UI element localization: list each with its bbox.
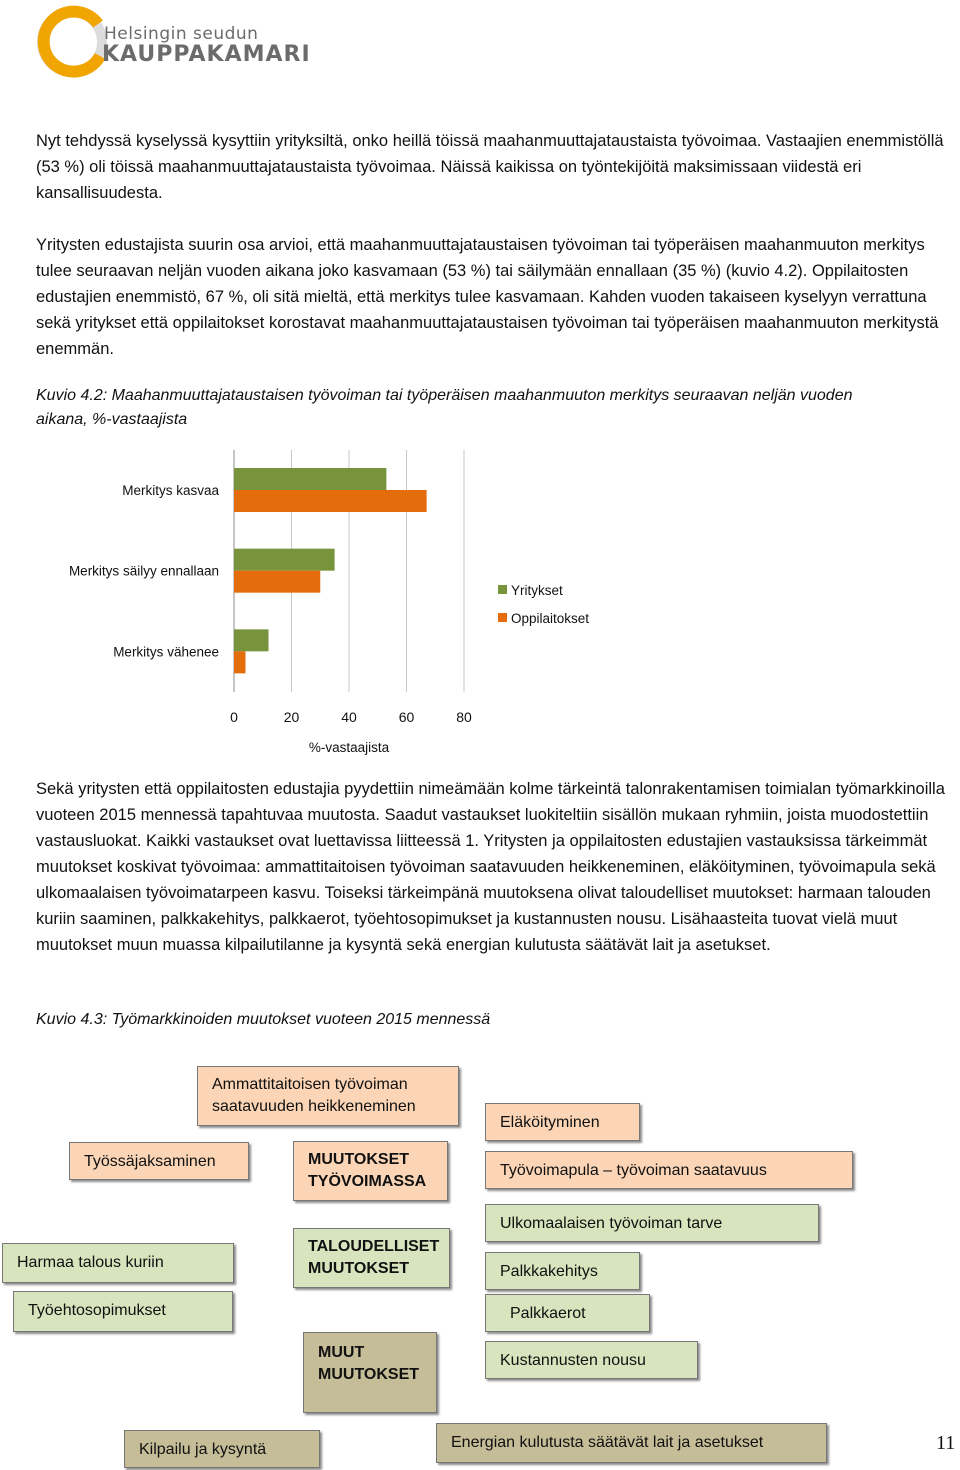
paragraph-2: Yritysten edustajista suurin osa arvioi, että maahanmuuttajataustaisen työvoiman tai työperäisen maahanmuuton merkitys tulee seuraavan neljän vuoden aikana joko kasvamaan (53 %) tai säilymään ennallaan (35 %) (kuvio 4.2). Oppilaitosten edustajien enemmistö, 67 %, oli sitä mieltä, että merkitys tulee kasvamaan. Kahden vuoden takaiseen kyselyyn verrattuna sekä yritykset että oppilaitokset korostavat maahanmuuttajataustaisen työvoiman tai työperäisen maahanmuuton merkitystä enemmän. (36, 236, 939, 358)
box-kilpailu: Kilpailu ja kysyntä (124, 1430, 320, 1468)
category-label-2: Merkitys vähenee (113, 644, 219, 660)
legend-swatch-1 (498, 613, 507, 622)
x-tick-label-0: 0 (230, 709, 238, 725)
legend-swatch-0 (498, 585, 507, 594)
logo-line2: KAUPPAKAMARI (102, 42, 311, 67)
box-tyovoimapula: Työvoimapula – työvoiman saatavuus (485, 1151, 853, 1189)
box-muut-muutokset: MUUT MUUTOKSET (303, 1332, 437, 1413)
bar-0-0 (234, 468, 386, 490)
box-ammattitaitoinen: Ammattitaitoisen työvoiman saatavuuden heikkeneminen (197, 1066, 459, 1126)
box-energian: Energian kulutusta säätävät lait ja asetukset (436, 1423, 827, 1463)
x-tick-label-1: 20 (283, 709, 300, 725)
box-harmaa-talous: Harmaa talous kuriin (2, 1243, 234, 1283)
figure-4-2-caption: Kuvio 4.2: Maahanmuuttajataustaisen työvoiman tai työperäisen maahanmuuton merkitys seuraavan neljän vuoden aikana, %-vastaajista (36, 387, 853, 428)
box-palkkakehitys: Palkkakehitys (485, 1252, 640, 1290)
box-elakoityminen: Eläköityminen (485, 1103, 640, 1141)
box-ulkomaalaisen: Ulkomaalaisen työvoiman tarve (485, 1204, 819, 1242)
paragraph-1: Nyt tehdyssä kyselyssä kysyttiin yrityksiltä, onko heillä töissä maahanmuuttajataustaista työvoimaa. Vastaajien enemmistöllä (53 %) oli töissä maahanmuuttajataustaista työvoimaa. Näissä kaikissa on työntekijöitä maksimissaan viidestä eri kansallisuudesta. (36, 132, 944, 202)
bar-0-1 (234, 549, 335, 571)
box-kustannusten-nousu: Kustannusten nousu (485, 1341, 698, 1379)
page-number: 11 (936, 1432, 956, 1454)
bar-1-2 (234, 651, 246, 673)
legend-label-1: Oppilaitokset (511, 611, 590, 626)
legend-label-0: Yritykset (511, 583, 563, 598)
bar-chart (36, 440, 636, 770)
category-label-1: Merkitys säilyy ennallaan (68, 563, 219, 579)
bar-1-1 (234, 571, 320, 593)
box-palkkaerot: Palkkaerot (485, 1294, 650, 1332)
bar-1-0 (234, 490, 427, 512)
figure-4-2-chart (36, 440, 636, 770)
box-tyoehtosopimukset: Työehtosopimukset (13, 1291, 233, 1332)
figure-4-3-caption: Kuvio 4.3: Työmarkkinoiden muutokset vuoteen 2015 mennessä (36, 1011, 491, 1028)
box-taloudelliset-muutokset: TALOUDELLISET MUUTOKSET (293, 1228, 450, 1288)
x-tick-label-2: 40 (341, 709, 357, 725)
x-tick-label-3: 60 (398, 709, 415, 725)
x-tick-label-4: 80 (456, 709, 472, 725)
chamber-logo (36, 2, 316, 78)
box-muutokset-tyovoimassa: MUUTOKSET TYÖVOIMASSA (293, 1141, 448, 1201)
paragraph-3: Sekä yritysten että oppilaitosten edustajia pyydettiin nimeämään kolme tärkeintä talonrakentamisen toimialan työmarkkinoilla vuoteen 2015 mennessä tapahtuvaa muutosta. Saadut vastaukset luokiteltiin sisällön mukaan ryhmiin, joista muodostettiin vastausluokat. Kaikki vastaukset ovat luettavissa liitteessä 1. Yritysten ja oppilaitosten edustajien vastauksissa tärkeimmät muutokset koskivat työvoimaa: ammattitaitoisen työvoiman saatavuuden heikkeneminen, eläköityminen, työvoimapula sekä ulkomaalaisen työvoimatarpeen kasvu. Toiseksi tärkeimpänä muutoksena olivat taloudelliset muutokset: harmaan talouden kuriin saaminen, palkkakehitys, palkkaerot, työehtosopimukset ja kustannusten nousu. Lisähaasteita tuovat vielä muut muutokset muun muassa kilpailutilanne ja kysyntä sekä energian kulutusta säätävät lait ja asetukset. (36, 780, 945, 954)
x-axis-label: %-vastaajista (308, 740, 390, 755)
box-tyossajaksaminen: Työssäjaksaminen (69, 1142, 249, 1180)
bar-0-2 (234, 629, 269, 651)
category-label-0: Merkitys kasvaa (122, 483, 219, 498)
logo-line1: Helsingin seudun (104, 24, 259, 44)
